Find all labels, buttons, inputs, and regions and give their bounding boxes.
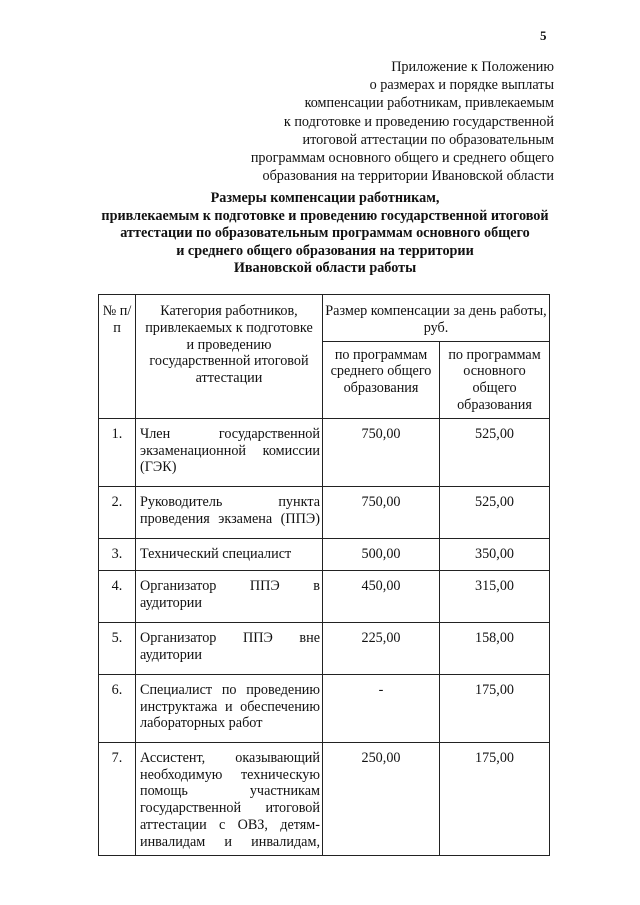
- row-basic-value: 525,00: [440, 486, 550, 538]
- row-secondary-value: 450,00: [323, 570, 440, 622]
- row-basic-value: 158,00: [440, 622, 550, 674]
- table-row: [99, 486, 550, 538]
- table-row: [99, 570, 550, 622]
- row-secondary-value: 750,00: [323, 418, 440, 486]
- row-basic-value: 350,00: [440, 538, 550, 570]
- appendix-line: компенсации работникам, привлекаемым: [304, 95, 554, 112]
- row-secondary-value: 225,00: [323, 622, 440, 674]
- table-row: [99, 674, 550, 742]
- title-line: Ивановской области работы: [233, 260, 417, 277]
- table-row: [99, 418, 550, 486]
- row-number: 2.: [99, 486, 136, 538]
- appendix-line: Приложение к Положению: [391, 59, 554, 75]
- row-basic-value: 175,00: [440, 742, 550, 855]
- row-category: Специалист по проведению инструктажа и обеспечению лабораторных работ: [136, 674, 323, 742]
- header-basic: по программам основного общего образования: [440, 341, 550, 418]
- header-compensation: Размер компенсации за день работы, руб.: [323, 295, 550, 342]
- row-number: 6.: [99, 674, 136, 742]
- document-title: [90, 190, 560, 278]
- page-number: 5: [540, 28, 547, 43]
- title-line: аттестации по образовательным программам основного общего: [120, 225, 530, 242]
- row-basic-value: 525,00: [440, 418, 550, 486]
- row-category: Ассистент, оказывающий необходимую техническую помощь участникам государственной итоговой аттестации с ОВЗ, детям-инвалидам и инвалидам,: [136, 742, 323, 855]
- row-number: 1.: [99, 418, 136, 486]
- appendix-heading: [194, 58, 554, 185]
- row-category: Организатор ППЭ вне аудитории: [136, 622, 323, 674]
- appendix-line: итоговой аттестации по образовательным: [302, 131, 554, 148]
- appendix-line: о размерах и порядке выплаты: [369, 77, 554, 94]
- appendix-line: программам основного общего и среднего общего: [250, 150, 554, 167]
- appendix-line: к подготовке и проведению государственной: [283, 113, 554, 130]
- row-basic-value: 175,00: [440, 674, 550, 742]
- row-category: Член государственной экзаменационной комиссии (ГЭК): [136, 418, 323, 486]
- title-line: Размеры компенсации работникам,: [210, 190, 440, 206]
- header-secondary: по программам среднего общего образования: [323, 341, 440, 418]
- row-secondary-value: 500,00: [323, 538, 440, 570]
- row-number: 3.: [99, 538, 136, 570]
- row-secondary-value: -: [323, 674, 440, 742]
- title-line: и среднего общего образования на территории: [176, 242, 474, 259]
- compensation-table: [98, 294, 550, 856]
- title-line: привлекаемым к подготовке и проведению государственной итоговой: [101, 207, 549, 224]
- row-category: Технический специалист: [136, 538, 323, 570]
- row-number: 4.: [99, 570, 136, 622]
- appendix-line: образования на территории Ивановской области: [262, 168, 554, 185]
- row-secondary-value: 750,00: [323, 486, 440, 538]
- table-row: [99, 622, 550, 674]
- row-basic-value: 315,00: [440, 570, 550, 622]
- header-category: Категория работников, привлекаемых к подготовке и проведению государственной итоговой аттестации: [136, 295, 323, 419]
- row-number: 7.: [99, 742, 136, 855]
- header-number: № п/п: [99, 295, 136, 419]
- table-row: [99, 538, 550, 570]
- row-category: Организатор ППЭ в аудитории: [136, 570, 323, 622]
- row-secondary-value: 250,00: [323, 742, 440, 855]
- row-category: Руководитель пункта проведения экзамена (ППЭ): [136, 486, 323, 538]
- table-row: [99, 742, 550, 855]
- row-number: 5.: [99, 622, 136, 674]
